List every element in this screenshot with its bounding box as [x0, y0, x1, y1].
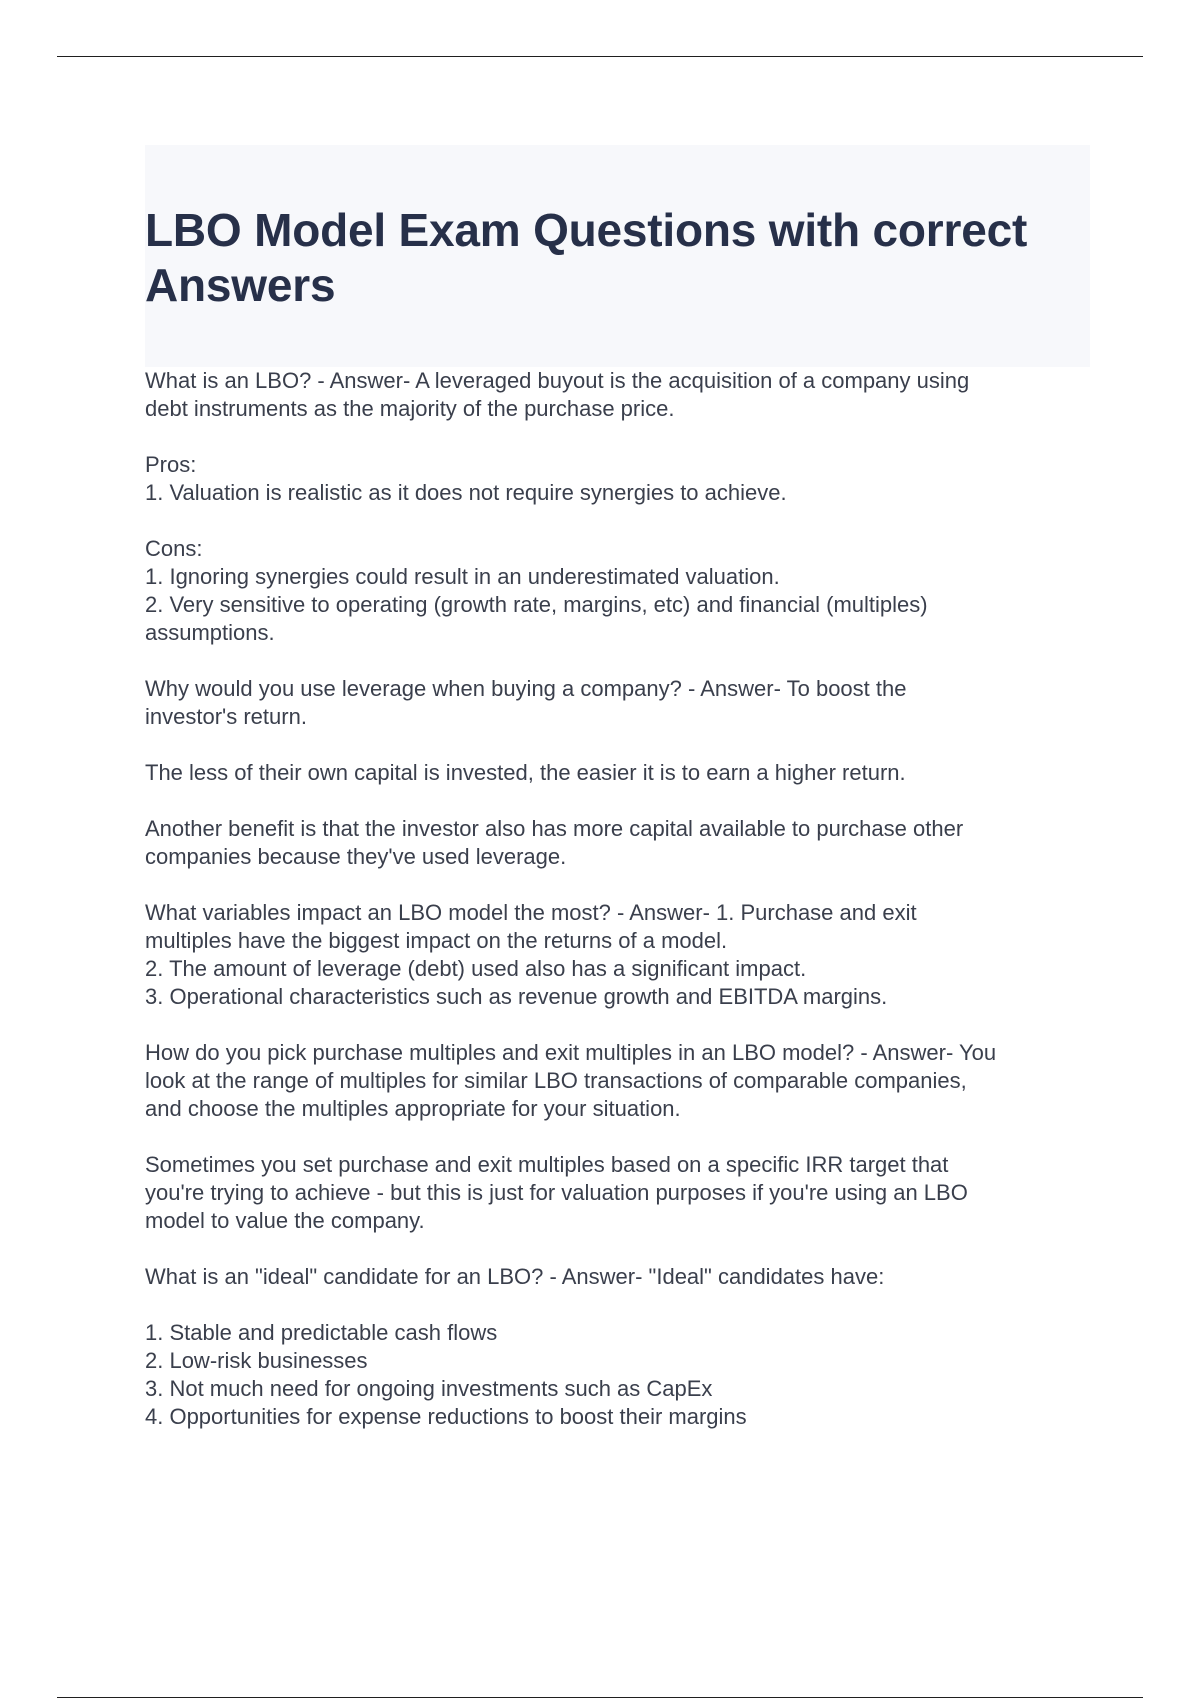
paragraph-less-capital: The less of their own capital is invested, the easier it is to earn a higher return.: [145, 760, 906, 785]
paragraph-irr-target: Sometimes you set purchase and exit multiples based on a specific IRR target that you're trying to achieve - but this is just for valuation purposes if you're using an LBO model to value the company.: [145, 1152, 968, 1233]
paragraph-spacer: [145, 731, 1090, 759]
paragraph-cons: Cons: 1. Ignoring synergies could result in an underestimated valuation. 2. Very sensitive to operating (growth rate, margins, etc) and financial (multiples) assumptions.: [145, 536, 928, 645]
paragraph-spacer: [145, 507, 1090, 535]
bottom-rule-divider: [57, 1697, 1143, 1698]
paragraph-pros: Pros: 1. Valuation is realistic as it does not require synergies to achieve.: [145, 452, 787, 505]
paragraph-spacer: [145, 1011, 1090, 1039]
paragraph-variables-impact: What variables impact an LBO model the most? - Answer- 1. Purchase and exit multiples have the biggest impact on the returns of a model. 2. The amount of leverage (debt) used also has a significant impact. 3. Operational characteristics such as revenue growth and EBITDA margins.: [145, 900, 917, 1009]
paragraph-another-benefit: Another benefit is that the investor also has more capital available to purchase other companies because they've used leverage.: [145, 816, 964, 869]
title-banner: [145, 145, 1090, 367]
paragraph-spacer: [145, 787, 1090, 815]
document-title: LBO Model Exam Questions with correct Answers: [145, 204, 1028, 311]
document-body: [145, 367, 1090, 1431]
paragraph-spacer: [145, 871, 1090, 899]
paragraph-ideal-candidate: What is an "ideal" candidate for an LBO? - Answer- "Ideal" candidates have:: [145, 1264, 885, 1289]
paragraph-spacer: [145, 1235, 1090, 1263]
paragraph-spacer: [145, 647, 1090, 675]
paragraph-spacer: [145, 1123, 1090, 1151]
paragraph-pick-multiples: How do you pick purchase multiples and exit multiples in an LBO model? - Answer- You look at the range of multiples for similar LBO transactions of comparable companies, and choose the multiples appropriate for your situation.: [145, 1040, 997, 1121]
top-rule-divider: [57, 56, 1143, 57]
paragraph-ideal-list: 1. Stable and predictable cash flows 2. Low-risk businesses 3. Not much need for ongoing investments such as CapEx 4. Opportunities for expense reductions to boost their margins: [145, 1320, 747, 1429]
paragraph-spacer: [145, 423, 1090, 451]
paragraph-what-is-lbo: What is an LBO? - Answer- A leveraged buyout is the acquisition of a company using debt instruments as the majority of the purchase price.: [145, 368, 970, 421]
paragraph-spacer: [145, 1291, 1090, 1319]
paragraph-why-leverage: Why would you use leverage when buying a company? - Answer- To boost the investor's return.: [145, 676, 907, 729]
